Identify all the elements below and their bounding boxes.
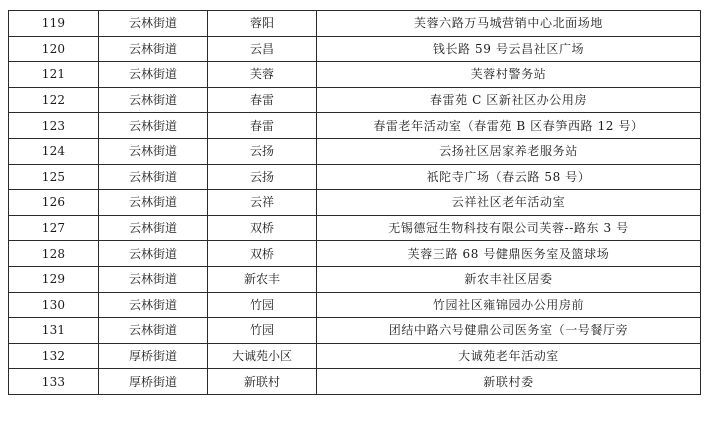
community-cell: 云昌 (208, 36, 317, 62)
site-cell: 竹园社区雍锦园办公用房前 (317, 292, 701, 318)
site-cell: 无锡德冠生物科技有限公司芙蓉--路东 3 号 (317, 215, 701, 241)
site-cell: 钱长路 59 号云昌社区广场 (317, 36, 701, 62)
table-row (9, 87, 701, 113)
street-cell: 云林街道 (99, 190, 208, 216)
table-row (9, 164, 701, 190)
community-cell: 云祥 (208, 190, 317, 216)
street-cell: 云林街道 (99, 62, 208, 88)
community-cell: 新农丰 (208, 266, 317, 292)
street-cell: 云林街道 (99, 113, 208, 139)
row-number-cell: 124 (9, 138, 99, 164)
street-cell: 云林街道 (99, 87, 208, 113)
street-cell: 云林街道 (99, 164, 208, 190)
row-number-cell: 129 (9, 266, 99, 292)
street-cell: 云林街道 (99, 241, 208, 267)
row-number-cell: 131 (9, 318, 99, 344)
row-number-cell: 125 (9, 164, 99, 190)
community-cell: 云扬 (208, 138, 317, 164)
table-body (9, 11, 701, 395)
community-cell: 双桥 (208, 241, 317, 267)
community-cell: 春雷 (208, 113, 317, 139)
site-cell: 团结中路六号健鼎公司医务室（一号餐厅旁 (317, 318, 701, 344)
row-number-cell: 122 (9, 87, 99, 113)
community-cell: 新联村 (208, 369, 317, 395)
community-cell: 竹园 (208, 292, 317, 318)
street-cell: 厚桥街道 (99, 369, 208, 395)
table-row (9, 138, 701, 164)
street-cell: 云林街道 (99, 11, 208, 37)
site-cell: 芙蓉三路 68 号健鼎医务室及篮球场 (317, 241, 701, 267)
table-row (9, 36, 701, 62)
community-cell: 云扬 (208, 164, 317, 190)
site-cell: 芙蓉村警务站 (317, 62, 701, 88)
site-cell: 大诚苑老年活动室 (317, 343, 701, 369)
community-cell: 大诚苑小区 (208, 343, 317, 369)
table-row (9, 343, 701, 369)
table-row (9, 318, 701, 344)
street-cell: 云林街道 (99, 36, 208, 62)
row-number-cell: 127 (9, 215, 99, 241)
community-cell: 竹园 (208, 318, 317, 344)
site-cell: 云祥社区老年活动室 (317, 190, 701, 216)
table-row (9, 113, 701, 139)
table-row (9, 241, 701, 267)
row-number-cell: 128 (9, 241, 99, 267)
table-row (9, 190, 701, 216)
street-cell: 云林街道 (99, 215, 208, 241)
street-cell: 云林街道 (99, 266, 208, 292)
street-cell: 云林街道 (99, 292, 208, 318)
row-number-cell: 132 (9, 343, 99, 369)
community-cell: 双桥 (208, 215, 317, 241)
site-cell: 芙蓉六路万马城营销中心北面场地 (317, 11, 701, 37)
table-row (9, 62, 701, 88)
site-table (8, 10, 701, 395)
row-number-cell: 130 (9, 292, 99, 318)
table-row (9, 11, 701, 37)
row-number-cell: 120 (9, 36, 99, 62)
row-number-cell: 126 (9, 190, 99, 216)
row-number-cell: 123 (9, 113, 99, 139)
table-row (9, 292, 701, 318)
site-cell: 春雷老年活动室（春雷苑 B 区春笋西路 12 号） (317, 113, 701, 139)
site-cell: 春雷苑 C 区新社区办公用房 (317, 87, 701, 113)
community-cell: 芙蓉 (208, 62, 317, 88)
street-cell: 云林街道 (99, 318, 208, 344)
street-cell: 厚桥街道 (99, 343, 208, 369)
community-cell: 蓉阳 (208, 11, 317, 37)
site-cell: 新农丰社区居委 (317, 266, 701, 292)
row-number-cell: 121 (9, 62, 99, 88)
row-number-cell: 119 (9, 11, 99, 37)
table-row (9, 215, 701, 241)
table-row (9, 266, 701, 292)
table-row (9, 369, 701, 395)
street-cell: 云林街道 (99, 138, 208, 164)
site-cell: 云扬社区居家养老服务站 (317, 138, 701, 164)
site-cell: 祇陀寺广场（春云路 58 号） (317, 164, 701, 190)
community-cell: 春雷 (208, 87, 317, 113)
row-number-cell: 133 (9, 369, 99, 395)
site-cell: 新联村委 (317, 369, 701, 395)
